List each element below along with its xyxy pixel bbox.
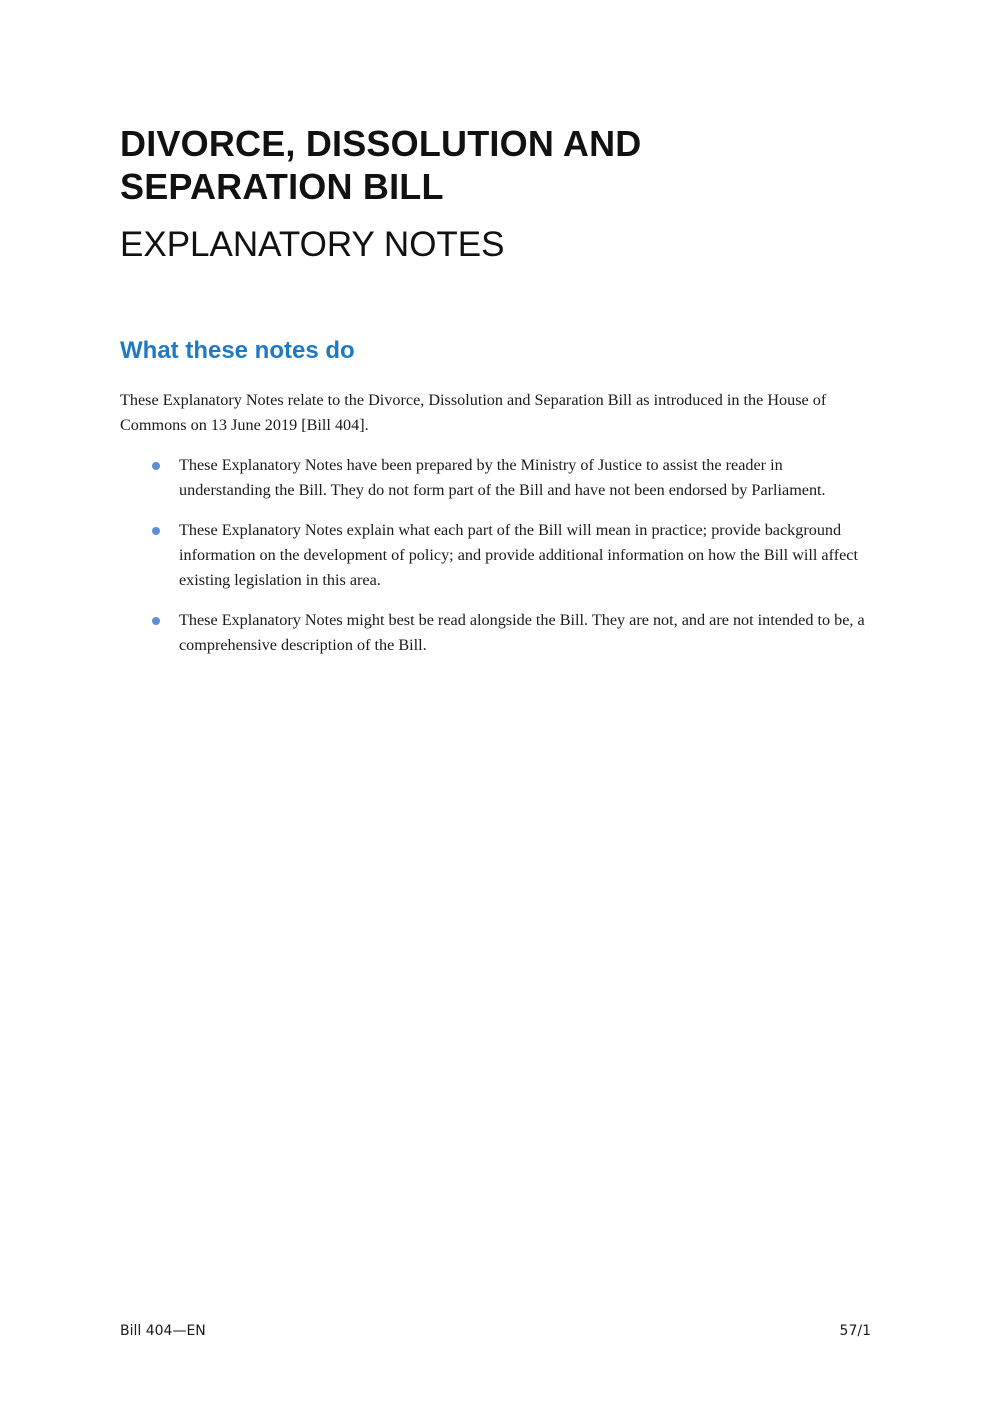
document-subtitle: EXPLANATORY NOTES	[120, 225, 505, 264]
footer-page-code: 57/1	[839, 1323, 871, 1339]
bullet-text: These Explanatory Notes might best be read alongside the Bill. They are not, and are not intended to be, a comprehensive description of the Bill.	[179, 611, 865, 654]
bullet-item	[150, 518, 870, 593]
footer-bill-reference: Bill 404—EN	[120, 1323, 206, 1339]
intro-paragraph: These Explanatory Notes relate to the Divorce, Dissolution and Separation Bill as introduced in the House of Commons on 13 June 2019 [Bill 404].	[120, 391, 827, 434]
bullet-text: These Explanatory Notes explain what each part of the Bill will mean in practice; provide background information on the development of policy; and provide additional information on how the Bill will affect existing legislation in this area.	[179, 521, 858, 589]
bullet-item	[150, 608, 870, 658]
bullet-text: These Explanatory Notes have been prepared by the Ministry of Justice to assist the reader in understanding the Bill. They do not form part of the Bill and have not been endorsed by Parliament.	[179, 456, 826, 499]
bullet-dot-icon	[152, 617, 160, 625]
section-heading: What these notes do	[120, 337, 355, 364]
document-title-line-1: DIVORCE, DISSOLUTION AND	[120, 123, 642, 164]
bullet-item	[150, 453, 870, 503]
bullet-dot-icon	[152, 462, 160, 470]
document-title	[120, 122, 820, 208]
bullet-dot-icon	[152, 527, 160, 535]
document-title-line-2: SEPARATION BILL	[120, 166, 444, 207]
bullet-list	[150, 453, 870, 673]
